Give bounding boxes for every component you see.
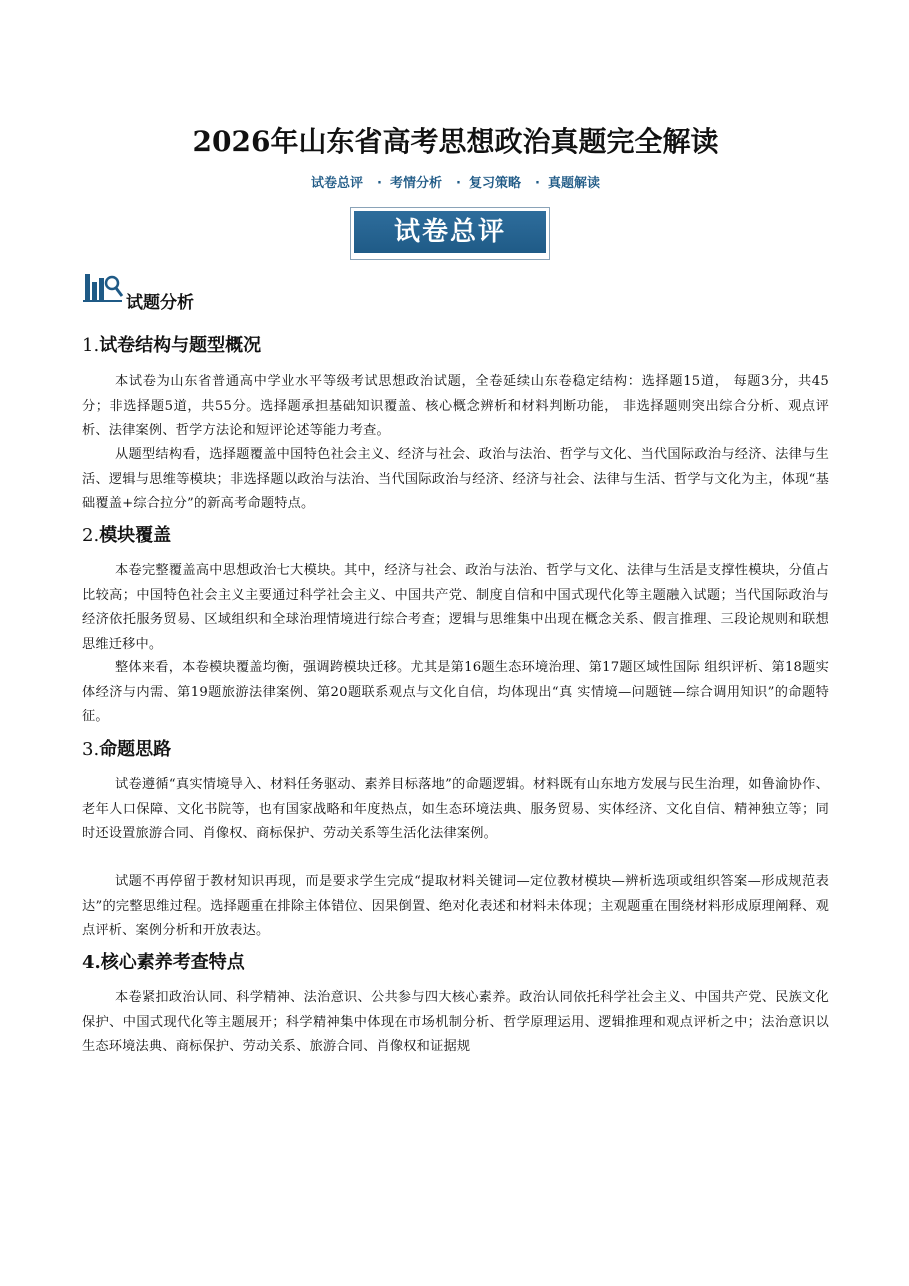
- section-heading: 4.核心素养考查特点: [82, 952, 245, 973]
- nav-item[interactable]: 考情分析: [390, 176, 443, 191]
- banner-label: 试卷总评: [354, 211, 546, 253]
- section-heading: 3.命题思路: [82, 739, 172, 760]
- nav-item[interactable]: 复习策略: [468, 176, 521, 191]
- document-title: 2026年山东省高考思想政治真题完全解读: [192, 125, 719, 158]
- paragraph: 本卷完整覆盖高中思想政治七大模块。其中，经济与社会、政治与法治、哲学与文化、法律与生活是支撑性模块，分值占比较高；中国特色社会主义主要通过科学社会主义、中国共产党、制度自信和中国式现代化等主题融入试题；当代国际政治与经济依托服务贸易、区域组织和全球治理情境进行综合考查；逻辑与思维集中出现在概念关系、假言推理、三段论规则和联想思维迁移中。: [82, 563, 829, 652]
- chart-search-icon: [82, 268, 126, 304]
- section-banner: [350, 207, 550, 260]
- paragraph: 本卷紧扣政治认同、科学精神、法治意识、公共参与四大核心素养。政治认同依托科学社会主义、中国共产党、民族文化保护、中国式现代化等主题展开；科学精神集中体现在市场机制分析、哲学原理运用、逻辑推理和观点评析之中；法治意识以生态环境法典、商标保护、劳动关系、旅游合同、肖像权和证据规: [82, 990, 829, 1054]
- section-nav: [82, 172, 829, 191]
- paragraph: 整体来看，本卷模块覆盖均衡，强调跨模块迁移。尤其是第16题生态环境治理、第17题区域性国际 组织评析、第18题实体经济与内需、第19题旅游法律案例、第20题联系观点与文化自信，均体现出“真 实情境—问题链—综合调用知识”的命题特征。: [82, 660, 829, 724]
- nav-item[interactable]: 试卷总评: [311, 176, 364, 191]
- nav-item[interactable]: 真题解读: [547, 176, 600, 191]
- analysis-heading: [82, 268, 382, 313]
- nav-separator: ·: [377, 176, 382, 191]
- paragraph: 从题型结构看，选择题覆盖中国特色社会主义、经济与社会、政治与法治、哲学与文化、当代国际政治与经济、法律与生活、逻辑与思维等模块；非选择题以政治与法治、当代国际政治与经济、经济与社会、法律与生活、哲学与文化为主，体现“基础覆盖+综合拉分”的新高考命题特点。: [82, 447, 829, 511]
- paragraph: 试题不再停留于教材知识再现，而是要求学生完成“提取材料关键词—定位教材模块—辨析选项或组织答案—形成规范表达”的完整思维过程。选择题重在排除主体错位、因果倒置、绝对化表述和材料未体现；主观题重在围绕材料形成原理阐释、观点评析、案例分析和开放表达。: [82, 874, 829, 938]
- section-heading: 1.试卷结构与题型概况: [82, 335, 262, 356]
- nav-separator: ·: [456, 176, 461, 191]
- section-heading: 2.模块覆盖: [82, 525, 172, 546]
- paragraph: 本试卷为山东省普通高中学业水平等级考试思想政治试题，全卷延续山东卷稳定结构：选择题15道， 每题3分，共45分；非选择题5道，共55分。选择题承担基础知识覆盖、核心概念辨析和材料判断功能， 非选择题则突出综合分析、观点评析、法律案例、哲学方法论和短评论述等能力考查。: [82, 374, 829, 438]
- analysis-label: 试题分析: [126, 293, 194, 313]
- paragraph: 试卷遵循“真实情境导入、材料任务驱动、素养目标落地”的命题逻辑。材料既有山东地方发展与民生治理，如鲁渝协作、老年人口保障、文化书院等，也有国家战略和年度热点，如生态环境法典、服务贸易、实体经济、文化自信、精神独立等；同时还设置旅游合同、肖像权、商标保护、劳动关系等生活化法律案例。: [82, 777, 829, 841]
- nav-separator: ·: [534, 176, 540, 191]
